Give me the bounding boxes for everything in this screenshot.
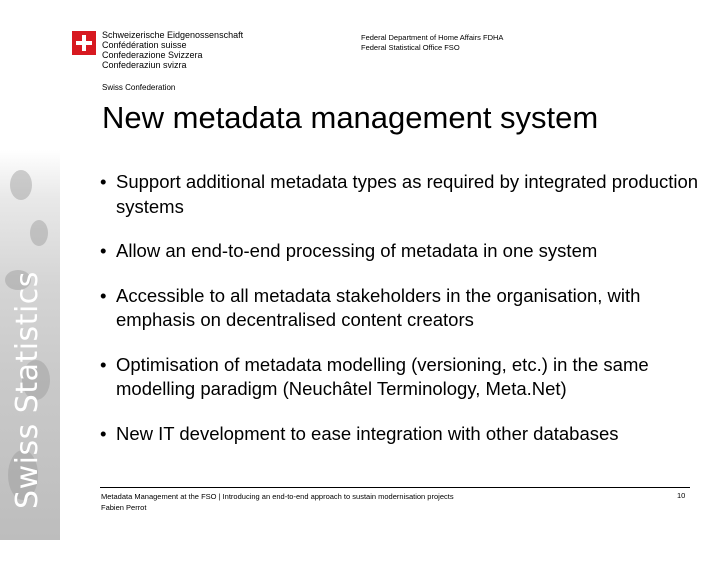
bullet-icon: • — [100, 353, 107, 375]
bullet-item: • Accessible to all metadata stakeholders in the organisation, with emphasis on decentralised content creators — [100, 284, 641, 330]
department-name: Federal Department of Home Affairs FDHA — [361, 33, 504, 42]
bullet-icon: • — [100, 284, 107, 306]
bullet-item: • Optimisation of metadata modelling (versioning, etc.) in the same modelling paradigm (Neuchâtel Terminology, Meta.Net) — [100, 353, 649, 399]
logo-subtitle: Swiss Confederation — [102, 83, 176, 92]
photo-figure — [10, 170, 32, 200]
footer-title: Metadata Management at the FSO | Introducing an end-to-end approach to sustain modernisation projects — [101, 492, 454, 501]
office-name: Federal Statistical Office FSO — [361, 43, 460, 52]
logo-wordmark: Schweizerische Eidgenossenschaft Confédération suisse Confederazione Svizzera Confederaziun svizra — [102, 30, 244, 70]
bullet-icon: • — [100, 171, 107, 192]
bullet-icon: • — [100, 422, 107, 444]
footer-divider — [100, 487, 690, 488]
slide-title: New metadata management system — [102, 100, 599, 135]
swiss-statistics-brand: Swiss Statistics — [10, 271, 45, 509]
bullet-item: • Allow an end-to-end processing of metadata in one system — [100, 239, 710, 264]
bullet-item: • New IT development to ease integration with other databases — [100, 422, 710, 447]
department-info — [361, 33, 503, 53]
bullet-list — [100, 170, 710, 446]
page-number: 10 — [677, 491, 686, 500]
footer-author: Fabien Perrot — [101, 503, 147, 512]
bullet-item: • Support additional metadata types as required by integrated production systems — [100, 171, 699, 217]
bullet-icon: • — [100, 240, 107, 261]
footer — [101, 491, 454, 513]
